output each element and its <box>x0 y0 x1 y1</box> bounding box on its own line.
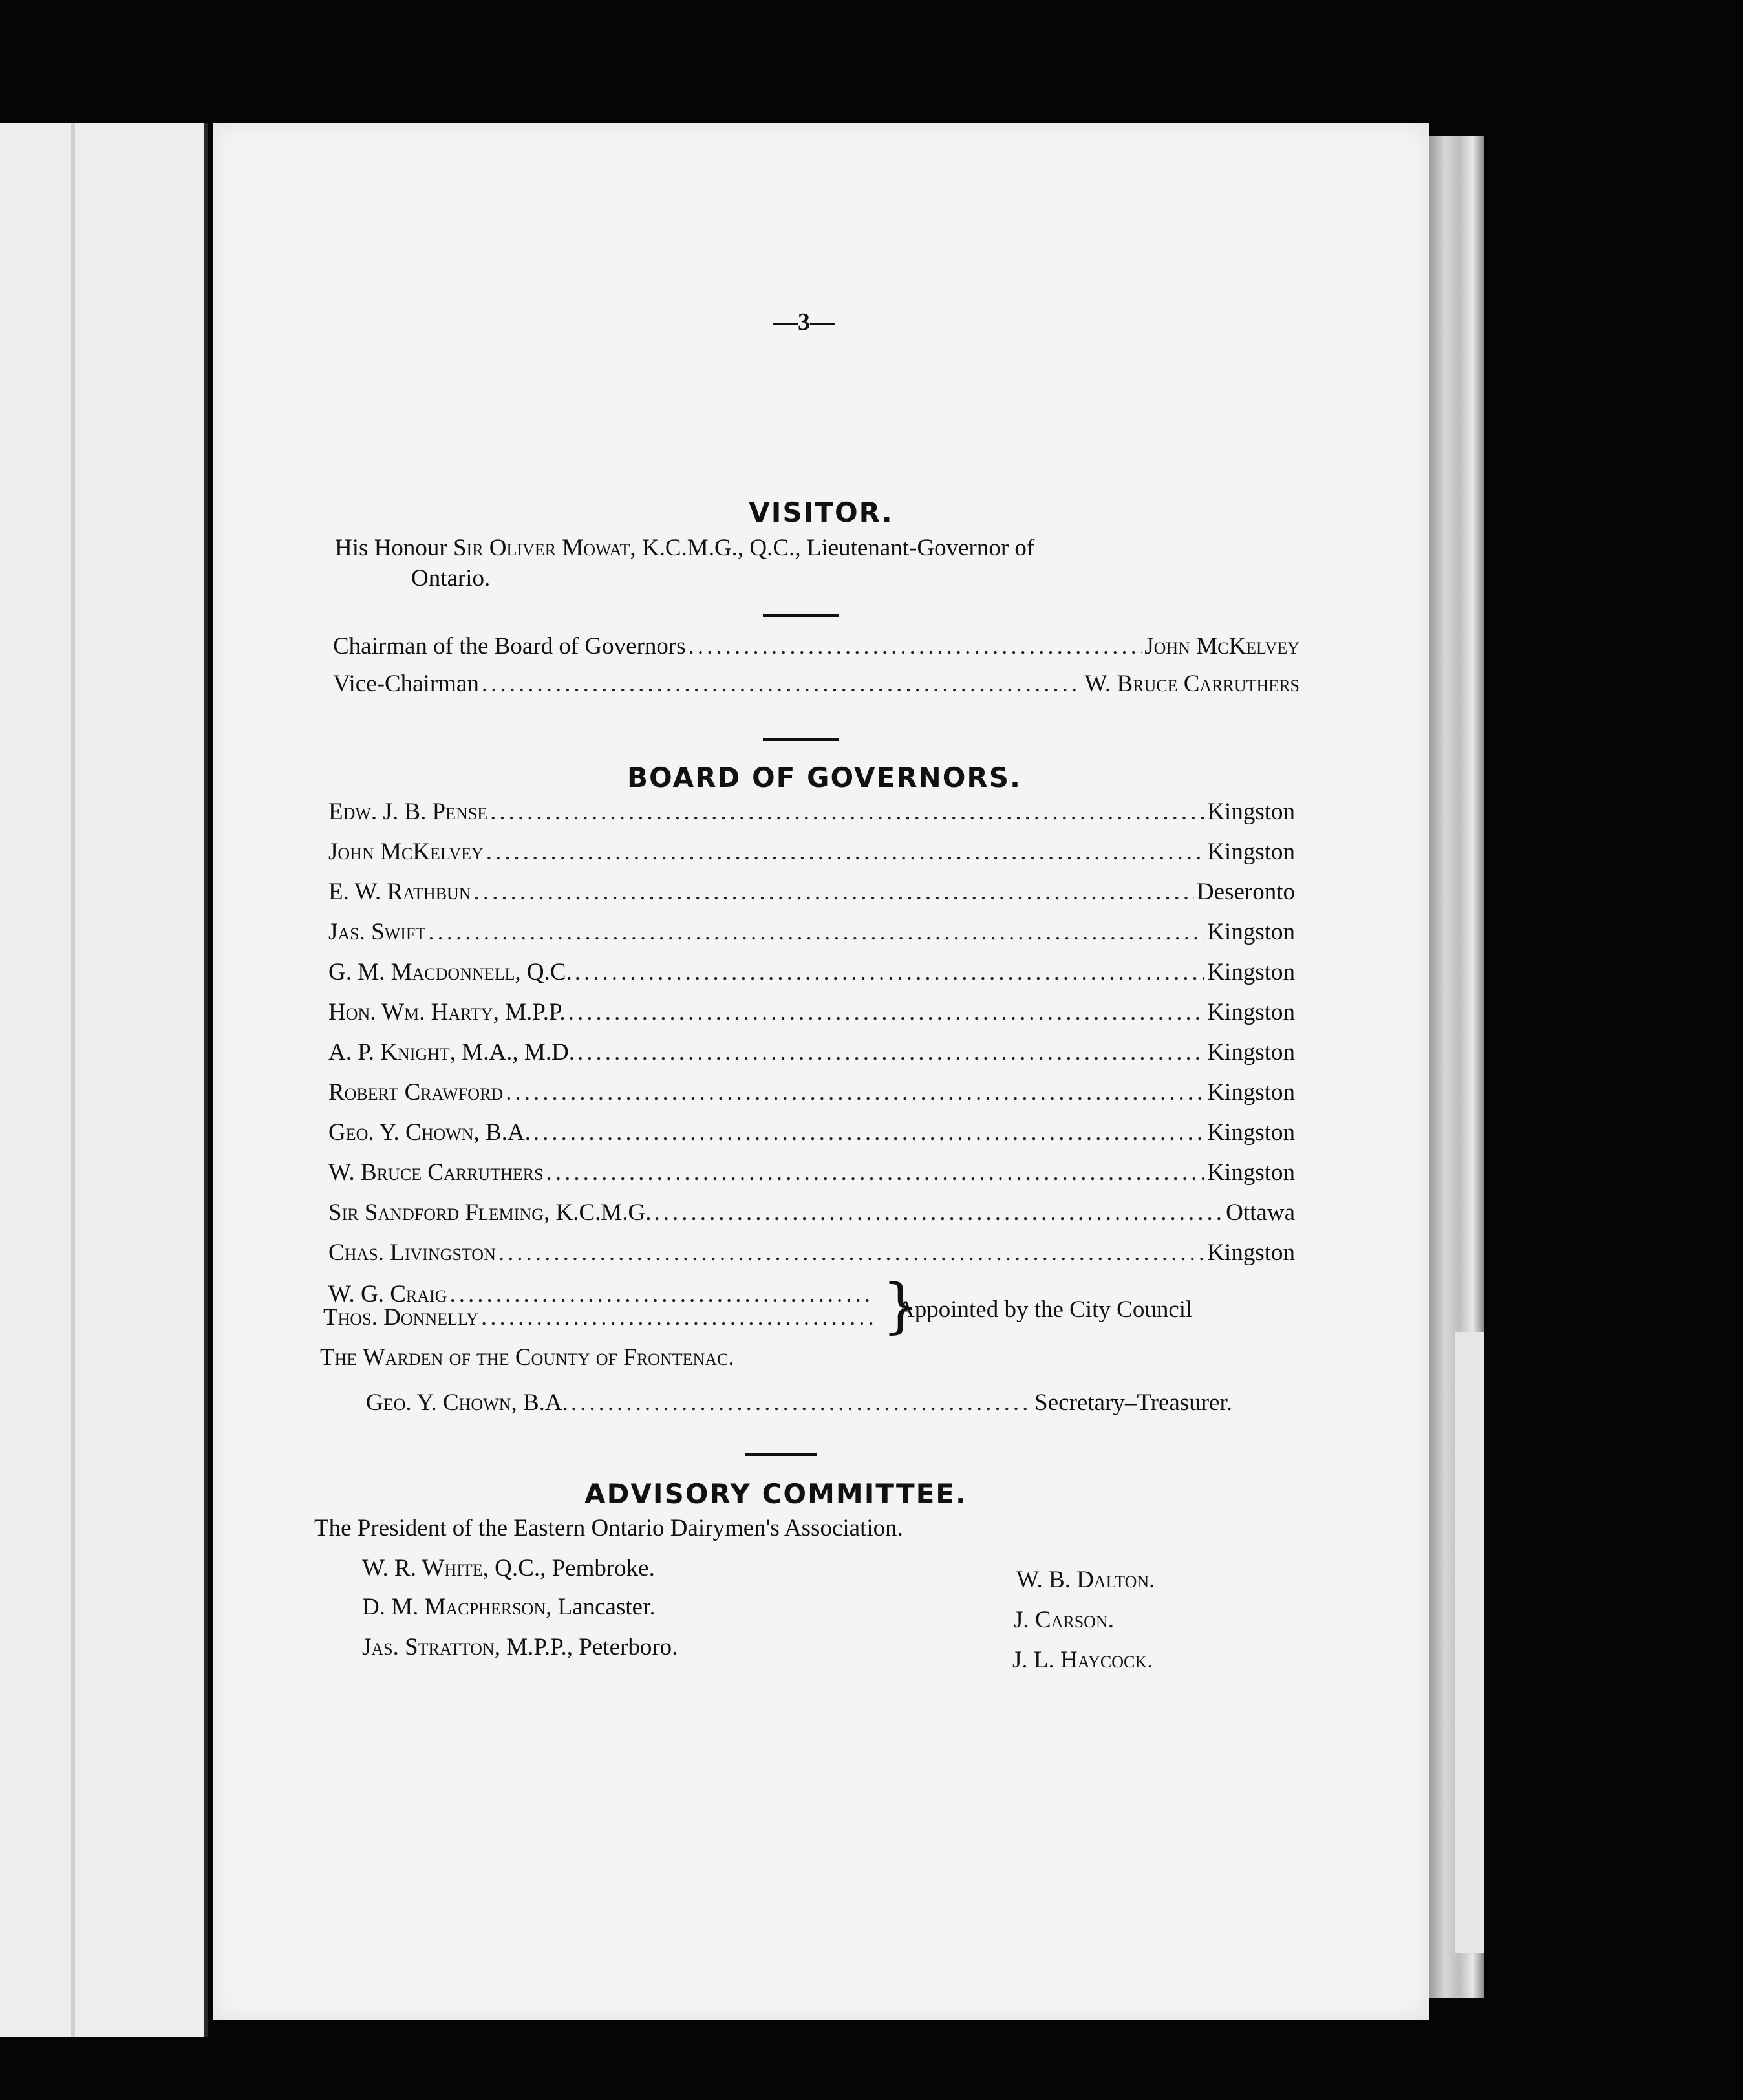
advisory-member <box>362 1554 655 1582</box>
member-place: Kingston <box>1207 959 1295 985</box>
member-details: , M.P.P., Peterboro. <box>494 1634 678 1660</box>
visitor-line-1 <box>335 534 1034 562</box>
leader-dots <box>490 798 1204 826</box>
page-number: —3— <box>773 308 835 336</box>
member-details: , Lancaster. <box>546 1594 656 1620</box>
visitor-prefix: His Honour <box>335 535 447 561</box>
member-place: Kingston <box>1207 798 1295 825</box>
leader-dots <box>474 878 1194 906</box>
divider <box>763 614 839 617</box>
member-name: Jas. Stratton <box>362 1634 495 1660</box>
member-place: Kingston <box>1207 919 1295 945</box>
member-name: Jas. Swift <box>328 919 426 945</box>
member-place: Kingston <box>1207 1159 1295 1186</box>
advisory-heading: ADVISORY COMMITTEE. <box>584 1478 967 1510</box>
member-name: Edw. J. B. Pense <box>328 798 488 825</box>
secretary-role: Secretary–Treasurer. <box>1034 1389 1232 1416</box>
board-member <box>328 958 1295 986</box>
board-member <box>328 1119 1295 1146</box>
member-place: Kingston <box>1207 1079 1295 1106</box>
leader-dots <box>486 838 1205 866</box>
board-member <box>328 838 1295 866</box>
board-member <box>328 878 1295 906</box>
warden-line: The Warden of the County of Frontenac. <box>320 1344 734 1371</box>
council-note: Appointed by the City Council <box>897 1296 1193 1323</box>
visitor-name: Sir Oliver Mowat <box>453 535 630 561</box>
member-name: W. R. White <box>362 1555 483 1581</box>
visitor-heading: VISITOR. <box>749 497 893 528</box>
advisory-member: J. L. Haycock. <box>1012 1647 1153 1673</box>
advisory-member: J. Carson. <box>1014 1607 1114 1633</box>
leader-dots <box>498 1239 1204 1267</box>
member-name: E. W. Rathbun <box>328 879 471 905</box>
visitor-suffix: , K.C.M.G., Q.C., Lieutenant-Governor of <box>630 535 1035 561</box>
leader-dots <box>568 998 1205 1026</box>
officer-name: W. Bruce Carruthers <box>1084 670 1299 697</box>
officer-name: John McKelvey <box>1144 633 1299 659</box>
advisory-member <box>362 1633 678 1661</box>
officer-role: Vice-Chairman <box>333 670 479 697</box>
leader-dots <box>481 1303 875 1331</box>
member-name: G. M. Macdonnell, Q.C. <box>328 959 572 985</box>
advisory-intro: The President of the Eastern Ontario Dairymen's Association. <box>314 1515 903 1541</box>
member-details: , Q.C., Pembroke. <box>482 1555 655 1581</box>
leader-dots <box>575 958 1205 986</box>
officer-chairman <box>333 632 1299 660</box>
member-name: Geo. Y. Chown, B.A. <box>328 1119 531 1146</box>
left-page-edge <box>71 123 75 2037</box>
member-place: Deseronto <box>1196 879 1295 905</box>
leader-dots <box>482 670 1082 698</box>
member-place: Kingston <box>1207 999 1295 1025</box>
leader-dots <box>577 1038 1204 1066</box>
left-page-fragment <box>0 123 208 2037</box>
advisory-member: W. B. Dalton. <box>1016 1567 1155 1593</box>
board-member <box>328 1239 1295 1267</box>
leader-dots <box>689 632 1142 660</box>
leader-dots <box>546 1159 1205 1186</box>
divider <box>745 1453 817 1456</box>
visitor-line-2: Ontario. <box>411 565 491 592</box>
member-name: W. G. Craig <box>328 1281 447 1307</box>
member-name: D. M. Macpherson <box>362 1594 546 1620</box>
member-place: Kingston <box>1207 1239 1295 1266</box>
member-name: Chas. Livingston <box>328 1239 496 1266</box>
board-member <box>328 918 1295 946</box>
member-place: Kingston <box>1207 839 1295 865</box>
council-member <box>323 1303 878 1331</box>
member-name: Robert Crawford <box>328 1079 504 1106</box>
leader-dots <box>533 1119 1204 1146</box>
member-name: A. P. Knight, M.A., M.D. <box>328 1039 575 1066</box>
board-member <box>328 998 1295 1026</box>
member-place: Ottawa <box>1226 1199 1295 1226</box>
leader-dots <box>506 1078 1204 1106</box>
officer-role: Chairman of the Board of Governors <box>333 633 686 659</box>
leader-dots <box>654 1199 1224 1227</box>
board-heading: BOARD OF GOVERNORS. <box>627 762 1021 793</box>
board-member <box>328 1078 1295 1106</box>
page-stack-tab <box>1455 1332 1484 1953</box>
advisory-member <box>362 1593 656 1621</box>
brace: } <box>882 1271 920 1340</box>
leader-dots <box>571 1389 1032 1417</box>
board-member <box>328 1199 1295 1227</box>
board-member <box>328 1038 1295 1066</box>
board-member <box>328 798 1295 826</box>
leader-dots <box>428 918 1204 946</box>
member-name: John McKelvey <box>328 839 484 865</box>
secretary-line <box>366 1389 1232 1417</box>
board-member <box>328 1159 1295 1186</box>
officer-vice-chairman <box>333 670 1299 698</box>
member-name: Hon. Wm. Harty, M.P.P. <box>328 999 566 1025</box>
secretary-name: Geo. Y. Chown, B.A. <box>366 1389 568 1416</box>
member-name: W. Bruce Carruthers <box>328 1159 544 1186</box>
member-place: Kingston <box>1207 1119 1295 1146</box>
member-place: Kingston <box>1207 1039 1295 1066</box>
document-page <box>213 123 1429 2020</box>
member-name: Thos. Donnelly <box>323 1304 478 1331</box>
divider <box>763 738 839 741</box>
member-name: Sir Sandford Fleming, K.C.M.G. <box>328 1199 652 1226</box>
